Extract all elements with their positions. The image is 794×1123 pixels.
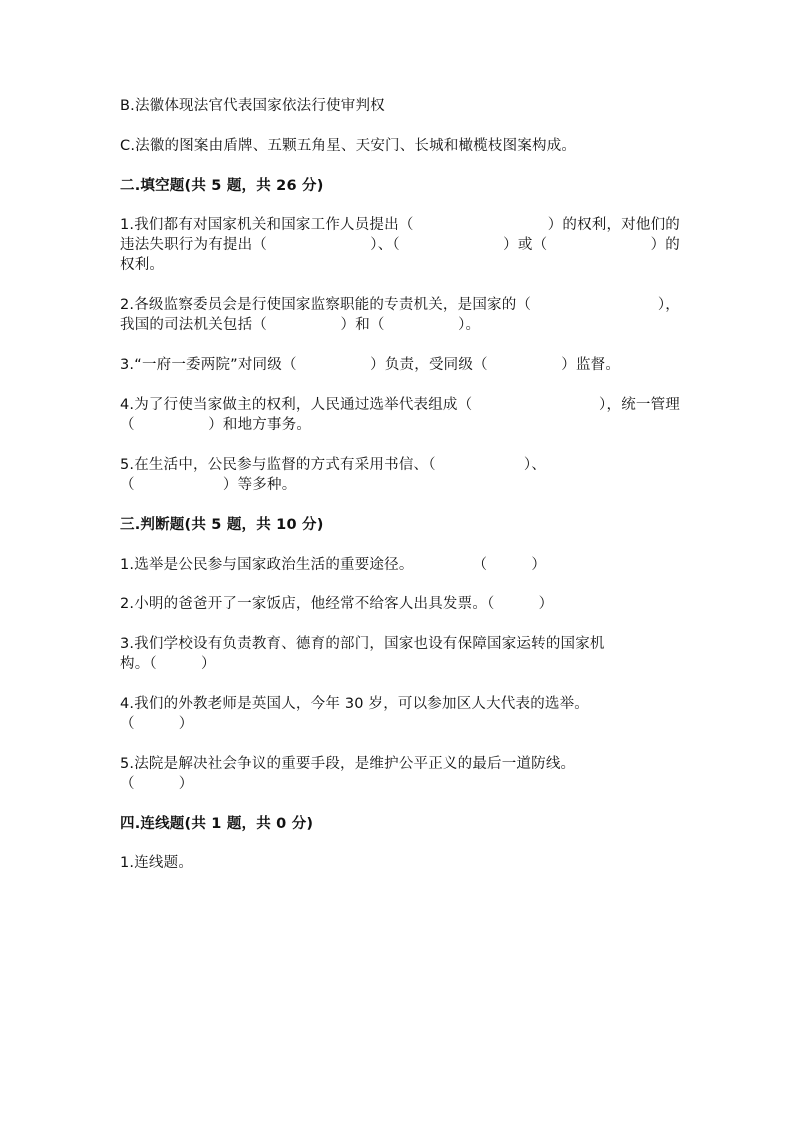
judge-q4-line2: （ ） xyxy=(120,716,194,732)
option-b: B.法徽体现法官代表国家依法行使审判权 xyxy=(120,98,385,114)
judge-q3-line1: 3.我们学校设有负责教育、德育的部门，国家也设有保障国家运转的国家机 xyxy=(120,636,605,652)
section-4-heading: 四.连线题(共 1 题，共 0 分) xyxy=(120,816,314,832)
judge-q5-line2: （ ） xyxy=(120,776,194,792)
judge-q1: 1.选举是公民参与国家政治生活的重要途径。 （ ） xyxy=(120,557,547,573)
option-c: C.法徽的图案由盾牌、五颗五角星、天安门、长城和橄榄枝图案构成。 xyxy=(120,138,577,154)
fill-q5-line1: 5.在生活中，公民参与监督的方式有采用书信、（ ）、 xyxy=(120,457,547,473)
fill-q1-line2: 违法失职行为有提出（ ）、（ ）或（ ）的 xyxy=(120,237,680,253)
judge-q2: 2.小明的爸爸开了一家饭店，他经常不给客人出具发票。（ ） xyxy=(120,596,554,612)
judge-q4-line1: 4.我们的外教老师是英国人，今年 30 岁，可以参加区人大代表的选举。 xyxy=(120,696,590,712)
section-3-heading: 三.判断题(共 5 题，共 10 分) xyxy=(120,517,324,533)
judge-q3-line2: 构。（ ） xyxy=(120,656,216,672)
fill-q3: 3.“一府一委两院”对同级（ ）负责，受同级（ ）监督。 xyxy=(120,357,621,373)
section-2-heading: 二.填空题(共 5 题，共 26 分) xyxy=(120,178,324,194)
fill-q1-line3: 权利。 xyxy=(120,257,165,273)
match-q1: 1.连线题。 xyxy=(120,855,194,871)
fill-q4-line2: （ ）和地方事务。 xyxy=(120,417,312,433)
fill-q2-line1: 2.各级监察委员会是行使国家监察职能的专责机关，是国家的（ ）， xyxy=(120,297,680,313)
fill-q1-line1: 1.我们都有对国家机关和国家工作人员提出（ ）的权利，对他们的 xyxy=(120,217,680,233)
fill-q5-line2: （ ）等多种。 xyxy=(120,477,297,493)
judge-q5-line1: 5.法院是解决社会争议的重要手段，是维护公平正义的最后一道防线。 xyxy=(120,756,576,772)
fill-q2-line2: 我国的司法机关包括（ ）和（ ）。 xyxy=(120,317,481,333)
fill-q4-line1: 4.为了行使当家做主的权利，人民通过选举代表组成（ ），统一管理 xyxy=(120,397,680,413)
